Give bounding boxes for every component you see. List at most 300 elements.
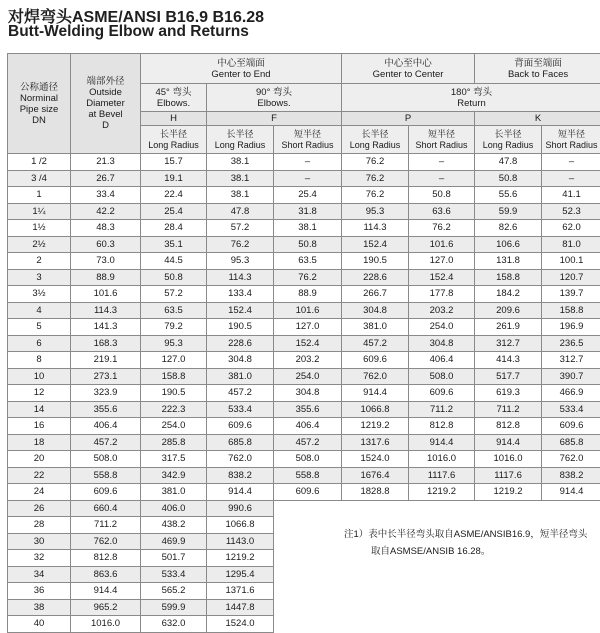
cell-k-long: 55.6 <box>475 187 542 204</box>
cell-h-long: 190.5 <box>141 385 207 402</box>
cell-p-long: 1524.0 <box>342 451 409 468</box>
cell-f-long: 990.6 <box>207 500 274 517</box>
cell-p-long: 76.2 <box>342 187 409 204</box>
cell-k-short: 41.1 <box>542 187 600 204</box>
cell-k-long: 1219.2 <box>475 484 542 501</box>
cell-k-short: 158.8 <box>542 302 600 319</box>
header-180-return-cn: 180° 弯头 <box>342 87 600 98</box>
cell-h-long: 63.5 <box>141 302 207 319</box>
table-row <box>8 500 600 517</box>
cell-f-long: 38.1 <box>207 187 274 204</box>
cell-dn: 28 <box>8 517 71 534</box>
cell-p-short: 63.6 <box>409 203 475 220</box>
cell-p-short: 254.0 <box>409 319 475 336</box>
cell-k-long: 184.2 <box>475 286 542 303</box>
cell-f-long: 304.8 <box>207 352 274 369</box>
cell-k-short: 62.0 <box>542 220 600 237</box>
table-row <box>8 434 600 451</box>
cell-p-short: 203.2 <box>409 302 475 319</box>
page-title: 对焊弯头ASME/ANSI B16.9 B16.28 <box>8 4 264 27</box>
cell-f-long: 190.5 <box>207 319 274 336</box>
cell-p-short: 406.4 <box>409 352 475 369</box>
cell-od: 73.0 <box>71 253 141 270</box>
header-p-short <box>409 126 475 154</box>
header-90-elbow <box>207 84 342 112</box>
table-row <box>8 302 600 319</box>
cell-h-long: 565.2 <box>141 583 207 600</box>
header-od-en1: Outside <box>71 87 140 98</box>
cell-p-long: 1676.4 <box>342 467 409 484</box>
cell-dn: 24 <box>8 484 71 501</box>
header-col-f: F <box>207 112 342 126</box>
cell-h-long: 381.0 <box>141 484 207 501</box>
cell-od: 168.3 <box>71 335 141 352</box>
cell-od: 114.3 <box>71 302 141 319</box>
cell-p-short: 1016.0 <box>409 451 475 468</box>
cell-k-long: 812.8 <box>475 418 542 435</box>
cell-h-long: 158.8 <box>141 368 207 385</box>
cell-f-long: 762.0 <box>207 451 274 468</box>
cell-p-short: 127.0 <box>409 253 475 270</box>
table-row <box>8 286 600 303</box>
page-subtitle: Butt-Welding Elbow and Returns <box>8 23 249 41</box>
cell-h-long: 533.4 <box>141 566 207 583</box>
cell-h-long: 317.5 <box>141 451 207 468</box>
cell-dn: 12 <box>8 385 71 402</box>
header-180-return-en: Return <box>342 98 600 109</box>
cell-h-long: 35.1 <box>141 236 207 253</box>
cell-p-long: 381.0 <box>342 319 409 336</box>
table-row <box>8 203 600 220</box>
cell-k-long: 131.8 <box>475 253 542 270</box>
cell-f-long: 152.4 <box>207 302 274 319</box>
cell-f-long: 381.0 <box>207 368 274 385</box>
cell-f-short: 38.1 <box>274 220 342 237</box>
cell-h-long: 57.2 <box>141 286 207 303</box>
cell-p-short: – <box>409 170 475 187</box>
table-row <box>8 220 600 237</box>
cell-f-long: 533.4 <box>207 401 274 418</box>
cell-od: 558.8 <box>71 467 141 484</box>
cell-k-long: 50.8 <box>475 170 542 187</box>
cell-k-long: 106.6 <box>475 236 542 253</box>
cell-k-long: 711.2 <box>475 401 542 418</box>
cell-dn: 3½ <box>8 286 71 303</box>
cell-k-short: – <box>542 170 600 187</box>
cell-f-long: 1371.6 <box>207 583 274 600</box>
header-h-long-en: Long Radius <box>141 140 206 151</box>
cell-f-long: 133.4 <box>207 286 274 303</box>
header-k-long <box>475 126 542 154</box>
cell-p-short: 50.8 <box>409 187 475 204</box>
cell-h-long: 599.9 <box>141 599 207 616</box>
header-k-short-en: Short Radius <box>542 140 600 151</box>
header-center-to-end-cn: 中心至端面 <box>141 58 341 69</box>
header-col-k: K <box>475 112 600 126</box>
cell-od: 863.6 <box>71 566 141 583</box>
cell-od: 21.3 <box>71 154 141 171</box>
cell-od: 323.9 <box>71 385 141 402</box>
header-p-short-en: Short Radius <box>409 140 474 151</box>
cell-h-long: 127.0 <box>141 352 207 369</box>
cell-p-short: 914.4 <box>409 434 475 451</box>
cell-f-long: 1066.8 <box>207 517 274 534</box>
cell-p-short: 1117.6 <box>409 467 475 484</box>
cell-k-short: 762.0 <box>542 451 600 468</box>
cell-f-short: 609.6 <box>274 484 342 501</box>
header-od-en4: D <box>71 120 140 131</box>
cell-od: 406.4 <box>71 418 141 435</box>
cell-k-long: 414.3 <box>475 352 542 369</box>
cell-h-long: 222.3 <box>141 401 207 418</box>
cell-k-short: 81.0 <box>542 236 600 253</box>
cell-f-short: 31.8 <box>274 203 342 220</box>
cell-f-short: 127.0 <box>274 319 342 336</box>
footnote <box>344 526 594 560</box>
cell-dn: 8 <box>8 352 71 369</box>
header-45-elbow <box>141 84 207 112</box>
cell-k-long: 312.7 <box>475 335 542 352</box>
cell-f-short: 25.4 <box>274 187 342 204</box>
cell-f-short: 76.2 <box>274 269 342 286</box>
header-back-to-faces <box>475 54 600 84</box>
cell-h-long: 28.4 <box>141 220 207 237</box>
cell-od: 914.4 <box>71 583 141 600</box>
table-row <box>8 236 600 253</box>
cell-od: 812.8 <box>71 550 141 567</box>
cell-dn: 1 /2 <box>8 154 71 171</box>
cell-f-long: 685.8 <box>207 434 274 451</box>
cell-p-short: 304.8 <box>409 335 475 352</box>
header-h-long <box>141 126 207 154</box>
cell-k-long: 158.8 <box>475 269 542 286</box>
cell-k-short: 196.9 <box>542 319 600 336</box>
cell-p-short: – <box>409 154 475 171</box>
cell-f-long: 1524.0 <box>207 616 274 633</box>
header-center-to-center <box>342 54 475 84</box>
cell-p-long: 457.2 <box>342 335 409 352</box>
cell-h-long: 342.9 <box>141 467 207 484</box>
cell-k-short: 466.9 <box>542 385 600 402</box>
cell-k-short: 838.2 <box>542 467 600 484</box>
cell-k-short: 100.1 <box>542 253 600 270</box>
header-f-short <box>274 126 342 154</box>
header-dn-en3: DN <box>8 115 70 126</box>
footnote-line-1: 注1）表中长半径弯头取自ASME/ANSIB16.9，短半径弯头 <box>344 529 587 540</box>
empty-cell <box>274 616 600 633</box>
empty-cell <box>274 599 600 616</box>
table-row <box>8 599 600 616</box>
cell-k-short: 52.3 <box>542 203 600 220</box>
cell-od: 355.6 <box>71 401 141 418</box>
header-center-to-center-en: Genter to Center <box>342 69 474 80</box>
cell-k-long: 82.6 <box>475 220 542 237</box>
cell-p-long: 266.7 <box>342 286 409 303</box>
cell-od: 26.7 <box>71 170 141 187</box>
cell-k-long: 209.6 <box>475 302 542 319</box>
header-45-elbow-en: Elbows. <box>141 98 206 109</box>
table-row <box>8 451 600 468</box>
cell-dn: 20 <box>8 451 71 468</box>
cell-p-long: 95.3 <box>342 203 409 220</box>
cell-p-long: 609.6 <box>342 352 409 369</box>
cell-dn: 14 <box>8 401 71 418</box>
cell-p-long: 76.2 <box>342 154 409 171</box>
cell-k-short: 533.4 <box>542 401 600 418</box>
cell-od: 508.0 <box>71 451 141 468</box>
cell-od: 273.1 <box>71 368 141 385</box>
cell-od: 141.3 <box>71 319 141 336</box>
table-row <box>8 368 600 385</box>
header-p-long <box>342 126 409 154</box>
header-p-short-cn: 短半径 <box>409 129 474 140</box>
cell-f-short: 304.8 <box>274 385 342 402</box>
cell-dn: 3 <box>8 269 71 286</box>
cell-dn: 4 <box>8 302 71 319</box>
table-row <box>8 616 600 633</box>
header-od-en3: at Bevel <box>71 109 140 120</box>
cell-p-short: 177.8 <box>409 286 475 303</box>
cell-f-long: 95.3 <box>207 253 274 270</box>
cell-od: 762.0 <box>71 533 141 550</box>
cell-k-short: 139.7 <box>542 286 600 303</box>
cell-dn: 32 <box>8 550 71 567</box>
table-row <box>8 418 600 435</box>
cell-k-short: 390.7 <box>542 368 600 385</box>
header-h-long-cn: 长半径 <box>141 129 206 140</box>
header-90-elbow-cn: 90° 弯头 <box>207 87 341 98</box>
cell-od: 711.2 <box>71 517 141 534</box>
cell-od: 88.9 <box>71 269 141 286</box>
cell-k-short: – <box>542 154 600 171</box>
header-90-elbow-en: Elbows. <box>207 98 341 109</box>
table-row <box>8 484 600 501</box>
cell-h-long: 469.9 <box>141 533 207 550</box>
cell-dn: 36 <box>8 583 71 600</box>
cell-k-long: 619.3 <box>475 385 542 402</box>
cell-k-short: 914.4 <box>542 484 600 501</box>
cell-h-long: 79.2 <box>141 319 207 336</box>
cell-p-short: 152.4 <box>409 269 475 286</box>
cell-dn: 16 <box>8 418 71 435</box>
cell-dn: 38 <box>8 599 71 616</box>
cell-dn: 10 <box>8 368 71 385</box>
cell-od: 48.3 <box>71 220 141 237</box>
header-180-return <box>342 84 600 112</box>
cell-od: 101.6 <box>71 286 141 303</box>
cell-p-long: 190.5 <box>342 253 409 270</box>
table-row <box>8 269 600 286</box>
cell-f-short: – <box>274 154 342 171</box>
cell-p-long: 914.4 <box>342 385 409 402</box>
table-row <box>8 170 600 187</box>
header-dn-en2: Pipe size <box>8 104 70 115</box>
cell-k-short: 236.5 <box>542 335 600 352</box>
cell-p-long: 228.6 <box>342 269 409 286</box>
cell-f-long: 47.8 <box>207 203 274 220</box>
header-k-short-cn: 短半径 <box>542 129 600 140</box>
cell-f-short: 88.9 <box>274 286 342 303</box>
cell-h-long: 438.2 <box>141 517 207 534</box>
table-row <box>8 154 600 171</box>
cell-f-short: 101.6 <box>274 302 342 319</box>
cell-k-long: 517.7 <box>475 368 542 385</box>
cell-p-long: 1317.6 <box>342 434 409 451</box>
cell-h-long: 632.0 <box>141 616 207 633</box>
cell-p-short: 76.2 <box>409 220 475 237</box>
table-row <box>8 335 600 352</box>
cell-f-long: 1143.0 <box>207 533 274 550</box>
cell-dn: 26 <box>8 500 71 517</box>
cell-h-long: 25.4 <box>141 203 207 220</box>
cell-f-long: 57.2 <box>207 220 274 237</box>
cell-h-long: 501.7 <box>141 550 207 567</box>
cell-k-short: 609.6 <box>542 418 600 435</box>
cell-p-short: 711.2 <box>409 401 475 418</box>
cell-f-short: 508.0 <box>274 451 342 468</box>
cell-dn: 5 <box>8 319 71 336</box>
header-f-long-cn: 长半径 <box>207 129 273 140</box>
cell-h-long: 285.8 <box>141 434 207 451</box>
cell-k-long: 914.4 <box>475 434 542 451</box>
cell-dn: 40 <box>8 616 71 633</box>
cell-od: 33.4 <box>71 187 141 204</box>
cell-p-short: 508.0 <box>409 368 475 385</box>
cell-p-long: 1066.8 <box>342 401 409 418</box>
cell-h-long: 254.0 <box>141 418 207 435</box>
cell-h-long: 95.3 <box>141 335 207 352</box>
cell-k-long: 1016.0 <box>475 451 542 468</box>
cell-p-short: 1219.2 <box>409 484 475 501</box>
table-row <box>8 467 600 484</box>
header-f-short-en: Short Radius <box>274 140 341 151</box>
cell-od: 60.3 <box>71 236 141 253</box>
cell-dn: 3 /4 <box>8 170 71 187</box>
cell-f-long: 114.3 <box>207 269 274 286</box>
header-k-short <box>542 126 600 154</box>
header-dn-en1: Norminal <box>8 93 70 104</box>
header-center-to-center-cn: 中心至中心 <box>342 58 474 69</box>
cell-f-long: 38.1 <box>207 170 274 187</box>
cell-f-long: 609.6 <box>207 418 274 435</box>
cell-f-long: 38.1 <box>207 154 274 171</box>
cell-dn: 1½ <box>8 220 71 237</box>
cell-p-short: 609.6 <box>409 385 475 402</box>
cell-f-long: 914.4 <box>207 484 274 501</box>
header-dn <box>8 54 71 154</box>
cell-f-long: 1219.2 <box>207 550 274 567</box>
empty-cell <box>274 583 600 600</box>
header-center-to-end-en: Genter to End <box>141 69 341 80</box>
header-col-h: H <box>141 112 207 126</box>
footnote-line-2: 取自ASMSE/ANSIB 16.28。 <box>344 543 594 560</box>
header-45-elbow-cn: 45° 弯头 <box>141 87 206 98</box>
cell-od: 609.6 <box>71 484 141 501</box>
cell-f-long: 228.6 <box>207 335 274 352</box>
cell-f-long: 1295.4 <box>207 566 274 583</box>
header-od-cn: 端部外径 <box>71 76 140 87</box>
cell-f-short: 203.2 <box>274 352 342 369</box>
table-row <box>8 566 600 583</box>
cell-p-short: 812.8 <box>409 418 475 435</box>
header-p-long-en: Long Radius <box>342 140 408 151</box>
cell-dn: 2½ <box>8 236 71 253</box>
cell-dn: 22 <box>8 467 71 484</box>
table-row <box>8 385 600 402</box>
cell-f-long: 457.2 <box>207 385 274 402</box>
cell-h-long: 50.8 <box>141 269 207 286</box>
cell-k-long: 47.8 <box>475 154 542 171</box>
table-body <box>8 154 600 633</box>
header-f-short-cn: 短半径 <box>274 129 341 140</box>
cell-h-long: 406.0 <box>141 500 207 517</box>
header-k-long-en: Long Radius <box>475 140 541 151</box>
cell-od: 219.1 <box>71 352 141 369</box>
cell-f-short: 254.0 <box>274 368 342 385</box>
cell-f-short: 406.4 <box>274 418 342 435</box>
cell-k-long: 59.9 <box>475 203 542 220</box>
header-od-en2: Diameter <box>71 98 140 109</box>
header-p-long-cn: 长半径 <box>342 129 408 140</box>
header-back-to-faces-en: Back to Faces <box>475 69 600 80</box>
table-row <box>8 187 600 204</box>
cell-h-long: 19.1 <box>141 170 207 187</box>
table-row <box>8 583 600 600</box>
cell-k-short: 120.7 <box>542 269 600 286</box>
cell-p-long: 114.3 <box>342 220 409 237</box>
cell-f-short: 355.6 <box>274 401 342 418</box>
header-back-to-faces-cn: 背面至端面 <box>475 58 600 69</box>
header-center-to-end <box>141 54 342 84</box>
cell-od: 42.2 <box>71 203 141 220</box>
cell-od: 660.4 <box>71 500 141 517</box>
table-row <box>8 401 600 418</box>
header-col-p: P <box>342 112 475 126</box>
cell-f-short: – <box>274 170 342 187</box>
cell-p-long: 1219.2 <box>342 418 409 435</box>
cell-dn: 1¼ <box>8 203 71 220</box>
cell-f-short: 558.8 <box>274 467 342 484</box>
header-k-long-cn: 长半径 <box>475 129 541 140</box>
cell-h-long: 15.7 <box>141 154 207 171</box>
table-row <box>8 253 600 270</box>
cell-f-long: 76.2 <box>207 236 274 253</box>
cell-h-long: 44.5 <box>141 253 207 270</box>
cell-k-long: 261.9 <box>475 319 542 336</box>
cell-k-long: 1117.6 <box>475 467 542 484</box>
header-dn-cn: 公称通径 <box>8 82 70 93</box>
cell-f-short: 457.2 <box>274 434 342 451</box>
cell-f-long: 838.2 <box>207 467 274 484</box>
header-f-long <box>207 126 274 154</box>
cell-dn: 6 <box>8 335 71 352</box>
table-row <box>8 319 600 336</box>
empty-cell <box>274 566 600 583</box>
cell-p-long: 152.4 <box>342 236 409 253</box>
cell-f-short: 50.8 <box>274 236 342 253</box>
cell-dn: 30 <box>8 533 71 550</box>
empty-cell <box>274 500 600 517</box>
cell-p-long: 304.8 <box>342 302 409 319</box>
cell-k-short: 685.8 <box>542 434 600 451</box>
cell-p-short: 101.6 <box>409 236 475 253</box>
header-od <box>71 54 141 154</box>
cell-f-short: 63.5 <box>274 253 342 270</box>
cell-dn: 18 <box>8 434 71 451</box>
cell-od: 457.2 <box>71 434 141 451</box>
cell-od: 965.2 <box>71 599 141 616</box>
cell-dn: 2 <box>8 253 71 270</box>
